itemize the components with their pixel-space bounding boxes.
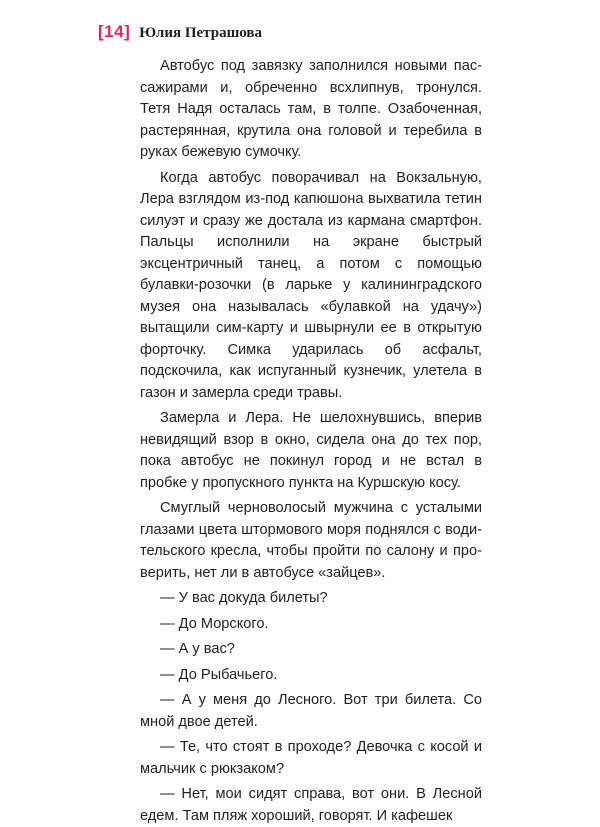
- dialogue-line-5: — А у меня до Лесного. Вот три билета. Со мной двое детей.: [140, 692, 482, 730]
- dialogue-line-4: — До Рыбачьего.: [160, 666, 278, 683]
- paragraph-2: Когда автобус поворачивал на Вокзальную, Лера взглядом из-под капюшона выхватила тетин силуэт и сразу же достала из кармана смартфон. Пальцы исполнили на экране быстрый эксцентричный танец, а потом с помощью булавки-розочки (в ларьке у калининградского музея она называлась «булавкой на удачу») вытащили сим-карту и швырнули ее в открытую форточку. Симка ударилась об асфальт, подскочила, как испуганный кузнечик, улетела в газон и замерла среди травы.: [140, 169, 482, 401]
- dialogue-line-7: — Нет, мои сидят справа, вот они. В Лесной едем. Там пляж хороший, говорят. И кафешек: [140, 786, 482, 824]
- dialogue-line-1: — У вас докуда билеты?: [160, 590, 328, 606]
- body-text: [140, 56, 482, 827]
- dialogue-line-2: — До Морского.: [160, 615, 269, 632]
- paragraph-4: Смуглый черноволосый мужчина с усталыми глазами цвета штормового моря поднялся с водительского кресла, чтобы пройти по салону и проверить, нет ли в автобусе «зайцев».: [140, 500, 482, 581]
- page-header: [98, 22, 262, 46]
- dialogue-line-3: — А у вас?: [160, 641, 235, 657]
- paragraph-1: Автобус под завязку заполнился новыми пассажирами и, обреченно всхлипнув, тронулся. Тетя Надя осталась там, в толпе. Озабоченная, растерянная, крутила она головой и теребила в руках бежевую сумочку.: [140, 58, 482, 160]
- dialogue-line-6: — Те, что стоят в проходе? Девочка с косой и мальчик с рюкзаком?: [140, 739, 482, 777]
- page-number: [14]: [98, 22, 131, 41]
- author-name: Юлия Петрашова: [139, 25, 262, 41]
- paragraph-3: Замерла и Лера. Не шелохнувшись, вперив невидящий взор в окно, сидела она до тех пор, пока автобус не покинул город и не встал в пробке у пропускного пункта на Куршскую косу.: [140, 410, 482, 491]
